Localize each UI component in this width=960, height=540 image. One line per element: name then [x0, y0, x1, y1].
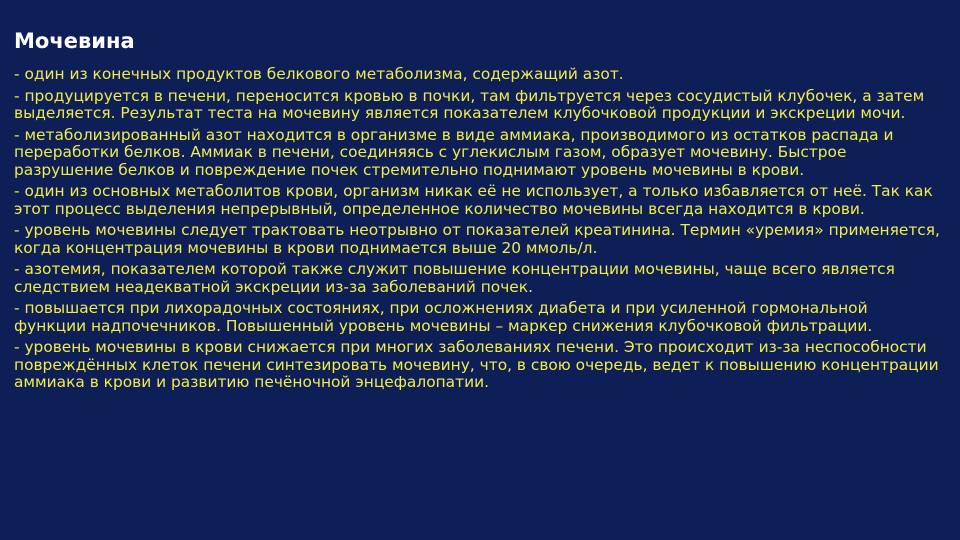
bullet-item: - уровень мочевины в крови снижается при многих заболеваниях печени. Это происходит из-за неспособности повреждённых клеток печени синтезировать мочевину, что, в свою очередь, ведет к повышению концентрации аммиака в крови и развитию печёночной энцефалопатии. — [14, 338, 939, 391]
bullet-item: - продуцируется в печени, переносится кровью в почки, там фильтруется через сосудистый клубочек, а затем выделяется. Результат теста на мочевину является показателем клубочковой продукции и экскреции мочи. — [14, 86, 925, 122]
bullet-list — [14, 66, 944, 392]
bullet-item: - повышается при лихорадочных состояниях, при осложнениях диабета и при усиленной гормональной функции надпочечников. Повышенный уровень мочевины – маркер снижения клубочковой фильтрации. — [14, 299, 873, 335]
slide-title: Мочевина — [14, 29, 135, 53]
bullet-item: - азотемия, показателем которой также служит повышение концентрации мочевины, чаще всего является следствием неадекватной экскреции из-за заболеваний почек. — [14, 260, 895, 296]
bullet-item: - один из основных метаболитов крови, организм никак её не использует, а только избавляется от неё. Так как этот процесс выделения непрерывный, определенное количество мочевины всегда находится в крови. — [14, 182, 933, 218]
bullet-item: - метаболизированный азот находится в организме в виде аммиака, производимого из остатков распада и переработки белков. Аммиак в печени, соединяясь с углекислым газом, образует мочевину. Быстрое разрушение белков и повреждение почек стремительно поднимают уровень мочевины в крови. — [14, 125, 894, 179]
bullet-item: - уровень мочевины следует трактовать неотрывно от показателей креатинина. Термин «уремия» применяется, когда концентрация мочевины в крови поднимается выше 20 ммоль/л. — [14, 221, 940, 257]
bullet-item: - один из конечных продуктов белкового метаболизма, содержащий азот. — [14, 65, 624, 83]
